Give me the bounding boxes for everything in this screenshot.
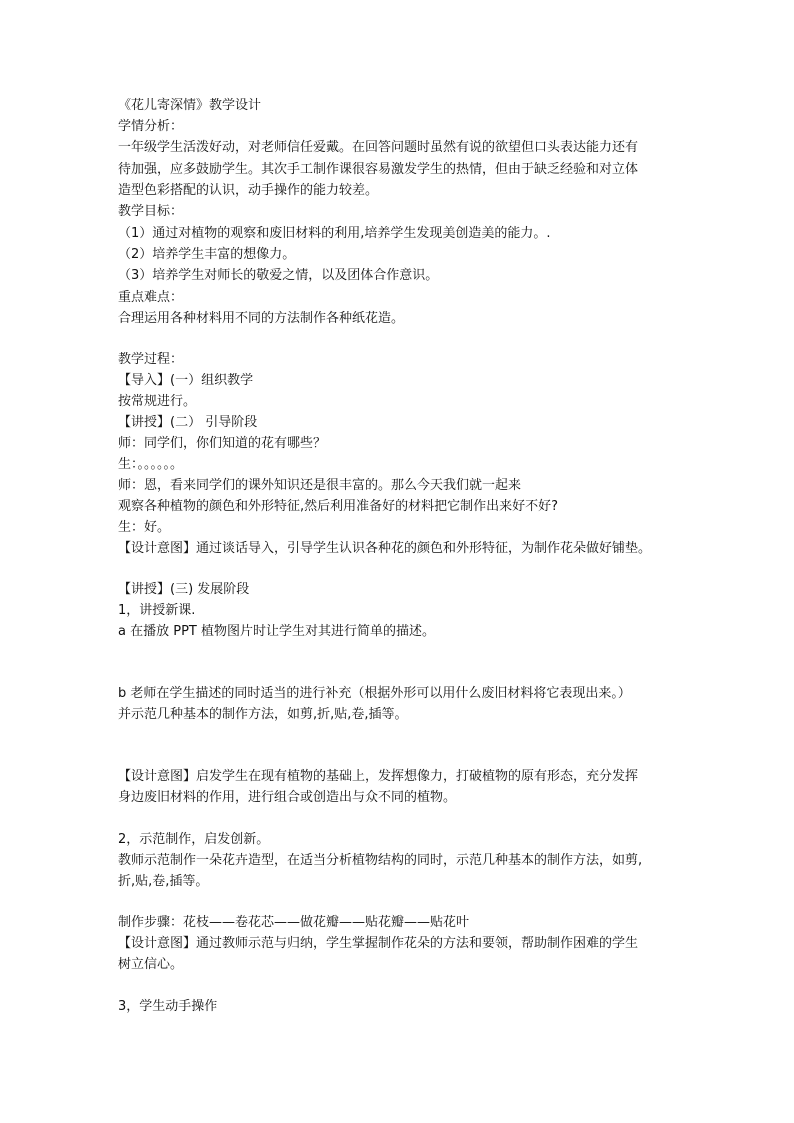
text-line: a 在播放 PPT 植物图片时让学生对其进行简单的描述。 (118, 624, 435, 639)
text-line: （1）通过对植物的观察和废旧材料的利用,培养学生发现美创造美的能力。. (118, 226, 551, 241)
text-line: 一年级学生活泼好动，对老师信任爱戴。在回答问题时虽然有说的欲望但口头表达能力还有 (118, 140, 639, 155)
heading-teaching-goals: 教学目标： (118, 204, 184, 219)
text-line: b 老师在学生描述的同时适当的进行补充（根据外形可以用什么废旧材料将它表现出来。） (118, 686, 631, 701)
text-line: 师：同学们，你们知道的花有哪些？ (118, 436, 327, 451)
text-line: 2，示范制作，启发创新。 (118, 832, 270, 847)
heading-teaching-process: 教学过程： (118, 352, 184, 367)
text-line: 【讲授】(三) 发展阶段 (118, 582, 250, 597)
text-line: 生：。。。。。。 (118, 457, 184, 472)
text-line: 折,贴,卷,插等。 (118, 874, 209, 889)
text-line: 【讲授】(二） 引导阶段 (118, 415, 258, 430)
text-line: 观察各种植物的颜色和外形特征,然后利用准备好的材料把它制作出来好不好? (118, 499, 559, 514)
text-line: 1，讲授新课. (118, 603, 196, 618)
text-line: 【导入】(一）组织教学 (118, 373, 254, 388)
heading-key-points: 重点难点： (118, 290, 184, 305)
text-line: （3）培养学生对师长的敬爱之情，以及团体合作意识。 (118, 268, 439, 283)
text-line: 【设计意图】启发学生在现有植物的基础上，发挥想像力，打破植物的原有形态，充分发挥 (118, 769, 639, 784)
text-line: 身边废旧材料的作用，进行组合或创造出与众不同的植物。 (118, 790, 457, 805)
text-line: 【设计意图】通过谈话导入，引导学生认识各种花的颜色和外形特征，为制作花朵做好铺垫。 (118, 541, 652, 556)
text-line: 生：好。 (118, 520, 171, 535)
text-line: 师：恩，看来同学们的课外知识还是很丰富的。那么今天我们就一起来 (118, 478, 522, 493)
document-title: 《花儿寄深情》教学设计 (118, 98, 262, 113)
text-line: 待加强，应多鼓励学生。其次手工制作课很容易激发学生的热情，但由于缺乏经验和对立体 (118, 162, 639, 177)
text-line: 并示范几种基本的制作方法，如剪,折,贴,卷,插等。 (118, 707, 408, 722)
text-line: （2）培养学生丰富的想像力。 (118, 247, 296, 262)
text-line: 3，学生动手操作 (118, 999, 218, 1014)
text-line: 树立信心。 (118, 957, 184, 972)
text-line: 【设计意图】通过教师示范与归纳，学生掌握制作花朵的方法和要领，帮助制作困难的学生 (118, 936, 639, 951)
text-line: 合理运用各种材料用不同的方法制作各种纸花造。 (118, 311, 405, 326)
text-line: 按常规进行。 (118, 394, 197, 409)
text-line: 制作步骤：花枝——卷花芯——做花瓣——贴花瓣——贴花叶 (118, 915, 470, 930)
text-line: 造型色彩搭配的认识，动手操作的能力较差。 (118, 183, 379, 198)
text-line: 教师示范制作一朵花卉造型，在适当分析植物结构的同时，示范几种基本的制作方法，如剪, (118, 853, 643, 868)
heading-student-analysis: 学情分析： (118, 119, 184, 134)
